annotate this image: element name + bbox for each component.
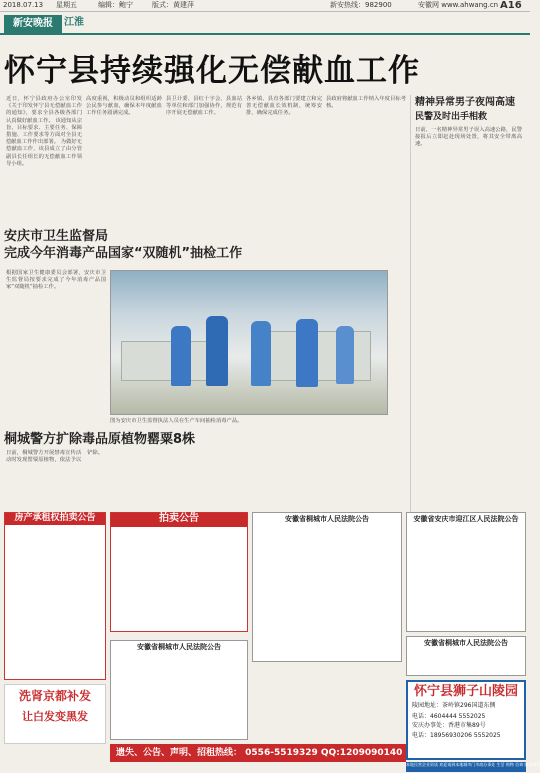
page-topbar bbox=[0, 0, 530, 12]
cemetery-address: 陵园地址：茶岭镇296国道东侧 bbox=[412, 702, 496, 710]
main-article-col2: 高度重视，积极动员和组织适龄公民参与献血，确保本年度献血工作任务圆满完成。 bbox=[86, 96, 162, 117]
main-article-col1: 近日，怀宁县政府办公室印发《关于印发怀宁县无偿献血工作的通知》，要求全县各级各部门认真做好献血工作。 该通知从宗旨、目标要求、主要任务、保障措施、工作要求等方面对全县无偿献血工作作出部署。 为做好无偿献血工作，该县成立了由分管副县长任组长的无偿献血工作领导小组。 bbox=[6, 96, 82, 167]
photo-caption: 图为安庆市卫生监督执法人员在生产车间抽检消毒产品。 bbox=[110, 418, 243, 424]
section-name: 江淮 bbox=[64, 17, 84, 28]
cemetery-phone2: 电话：18956930206 5552025 bbox=[412, 731, 501, 739]
hotline: 新安热线：982900 bbox=[330, 1, 392, 9]
anqing-title: 安庆市卫生监督局 bbox=[4, 229, 109, 244]
tongcheng-text: 日前，桐城警方开展禁毒宣传活动时发现罂粟原植物，依法予以铲除。 bbox=[6, 450, 104, 464]
jingshen-subtitle: 民警及时出手相救 bbox=[415, 111, 488, 122]
main-headline: 怀宁县持续强化无偿献血工作 bbox=[4, 53, 420, 89]
jingshen-text: 日前，一名精神异常男子误入高速公路，民警接报后立即赶赴现场处置，将其安全带离高速。 bbox=[415, 126, 522, 148]
court-notice-4: 安徽省桐城市人民法院公告 bbox=[406, 636, 526, 676]
main-article-col4: 各乡镇、县直各部门要建立和完善无偿献血长效机制，统筹安排，确保完成任务。 bbox=[246, 96, 322, 117]
anqing-text: 根据国家卫生健康委员会部署，安庆市卫生监督局按要求完成了今年消毒产品国家“双随机”抽检工作。 bbox=[6, 270, 106, 291]
inspection-photo bbox=[110, 270, 388, 415]
auction2-title: 拍卖公告 bbox=[111, 513, 247, 527]
anqing-subtitle: 完成今年消毒产品国家“双随机”抽检工作 bbox=[4, 246, 243, 261]
jingshen-title: 精神异常男子夜闯高速 bbox=[415, 97, 515, 108]
weekday: 星期五 bbox=[56, 1, 77, 9]
website[interactable]: 安徽网 www.ahwang.cn bbox=[418, 1, 499, 9]
auction-title: 房产承租权拍卖公告 bbox=[5, 513, 105, 525]
main-article-col3: 县卫计委、县红十字会、县血站等单位和部门加强协作，规范有序开展无偿献血工作。 bbox=[166, 96, 242, 117]
auction-notice-2 bbox=[110, 512, 248, 632]
court-notice-1: 安徽省桐城市人民法院公告 bbox=[252, 512, 402, 662]
main-article-col5: 县政府将献血工作纳入年度目标考核。 bbox=[326, 96, 406, 110]
layout-editor: 版式：黄建萍 bbox=[152, 1, 194, 9]
court-notice-2: 安徽省安庆市迎江区人民法院公告 bbox=[406, 512, 526, 632]
court-notice-3: 安徽省桐城市人民法院公告 bbox=[110, 640, 248, 740]
page-number: A16 bbox=[500, 0, 522, 11]
auction-notice-box bbox=[4, 512, 106, 680]
cemetery-title: 怀宁县狮子山陵园 bbox=[413, 684, 518, 699]
hair-ad-title: 洗肾京都补发 bbox=[18, 689, 91, 703]
hair-ad bbox=[4, 684, 106, 744]
classified-hotline: 遗失、公告、声明、招租热线： 0556-5519329 QQ:1209090140 bbox=[110, 744, 406, 762]
cemetery-footer: 本地民营企业资质 欢迎请到本地城市门市商办事处 生活 购物 咨询 服务周到 bbox=[406, 762, 526, 772]
jingshen-article bbox=[410, 95, 526, 515]
editor: 编辑：鲍宁 bbox=[98, 1, 133, 9]
cemetery-office: 安庆办事处：香港市集89号 bbox=[412, 722, 486, 730]
newspaper-logo: 新安晚报 bbox=[4, 15, 62, 33]
cemetery-phone1: 电话：4604444 5552025 bbox=[412, 712, 486, 720]
cemetery-ad bbox=[406, 680, 526, 760]
issue-date: 2018.07.13 bbox=[3, 1, 44, 9]
tongcheng-title: 桐城警方扩除毒品原植物罂粟8株 bbox=[4, 432, 196, 447]
hair-ad-sub: 让白发变黑发 bbox=[22, 710, 88, 723]
